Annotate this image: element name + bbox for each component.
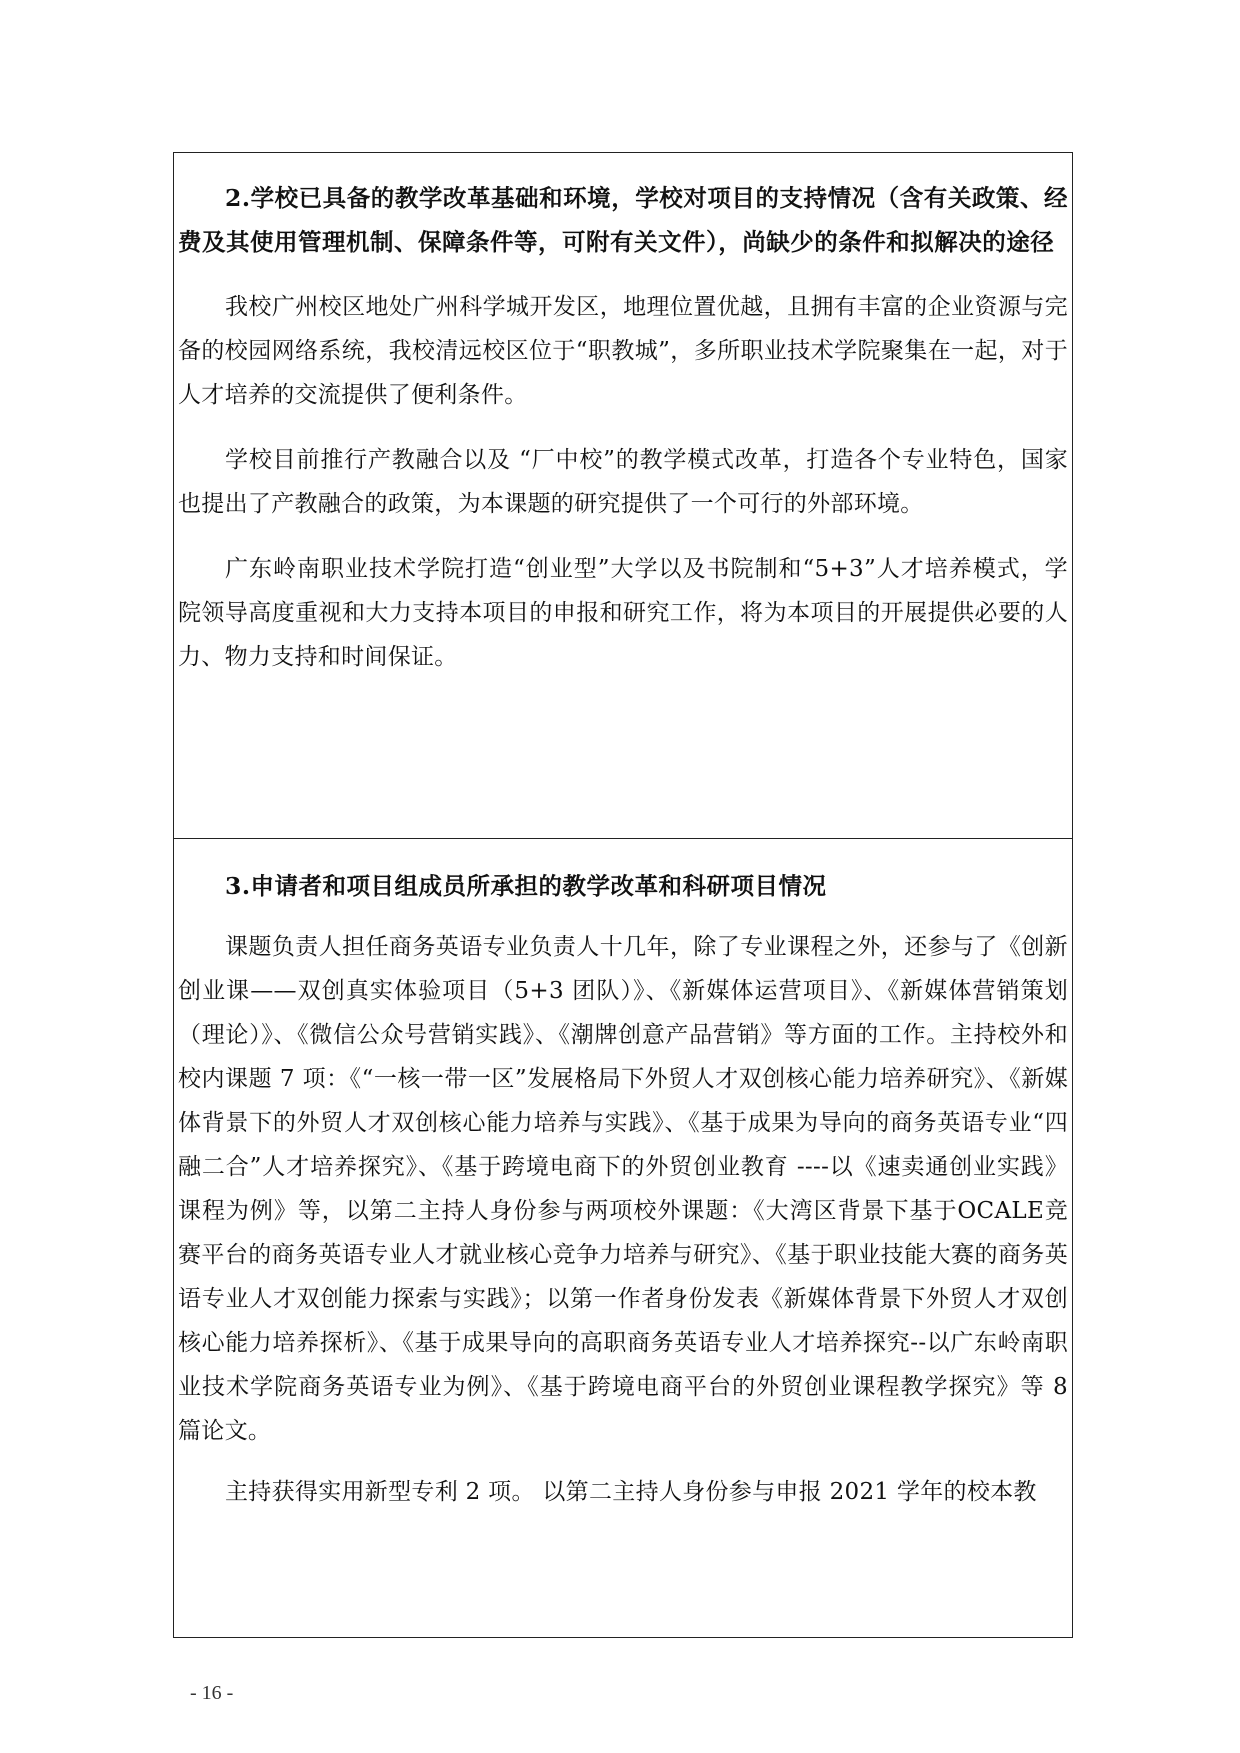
section-3-cell — [174, 839, 1072, 1637]
section-3-title: 3.申请者和项目组成员所承担的教学改革和科研项目情况 — [225, 872, 827, 900]
section-3-paragraph-1: 课题负责人担任商务英语专业负责人十几年，除了专业课程之外，还参与了《创新创业课——双创真实体验项目（5+3 团队）》、《新媒体运营项目》、《新媒体营销策划（理论）》、《微信公众号营销实践》、《潮牌创意产品营销》等方面的工作。主持校外和校内课题 7 项：《“一核一带一区”发展格局下外贸人才双创核心能力培养研究》、《新媒体背景下的外贸人才双创核心能力培养与实践》、《基于成果为导向的商务英语专业“四融二合”人才培养探究》、《基于跨境电商下的外贸创业教育 ----以《速卖通创业实践》课程为例》等，以第二主持人身份参与两项校外课题：《大湾区背景下基于OCALE竞赛平台的商务英语专业人才就业核心竞争力培养与研究》、《基于职业技能大赛的商务英语专业人才双创能力探索与实践》；以第一作者身份发表《新媒体背景下外贸人才双创核心能力培养探析》、《基于成果导向的高职商务英语专业人才培养探究--以广东岭南职业技术学院商务英语专业为例》、《基于跨境电商平台的外贸创业课程教学探究》等 8 篇论文。 — [178, 934, 1068, 1444]
page-number: - 16 - — [190, 1682, 234, 1704]
section-2-paragraph-3: 广东岭南职业技术学院打造“创业型”大学以及书院制和“5+3”人才培养模式，学院领导高度重视和大力支持本项目的申报和研究工作，将为本项目的开展提供必要的人力、物力支持和时间保证。 — [178, 556, 1068, 670]
form-table — [173, 152, 1073, 1638]
section-2-paragraph-1: 我校广州校区地处广州科学城开发区，地理位置优越，且拥有丰富的企业资源与完备的校园网络系统，我校清远校区位于“职教城”，多所职业技术学院聚集在一起，对于人才培养的交流提供了便利条件。 — [178, 294, 1068, 408]
section-2-title: 2.学校已具备的教学改革基础和环境，学校对项目的支持情况（含有关政策、经费及其使用管理机制、保障条件等，可附有关文件），尚缺少的条件和拟解决的途径 — [178, 184, 1068, 256]
section-3-paragraph-2: 主持获得实用新型专利 2 项。 以第二主持人身份参与申报 2021 学年的校本教 — [225, 1479, 1037, 1505]
section-2-cell — [174, 153, 1072, 839]
section-2-paragraph-2: 学校目前推行产教融合以及 “厂中校”的教学模式改革，打造各个专业特色，国家也提出了产教融合的政策，为本课题的研究提供了一个可行的外部环境。 — [178, 447, 1068, 517]
